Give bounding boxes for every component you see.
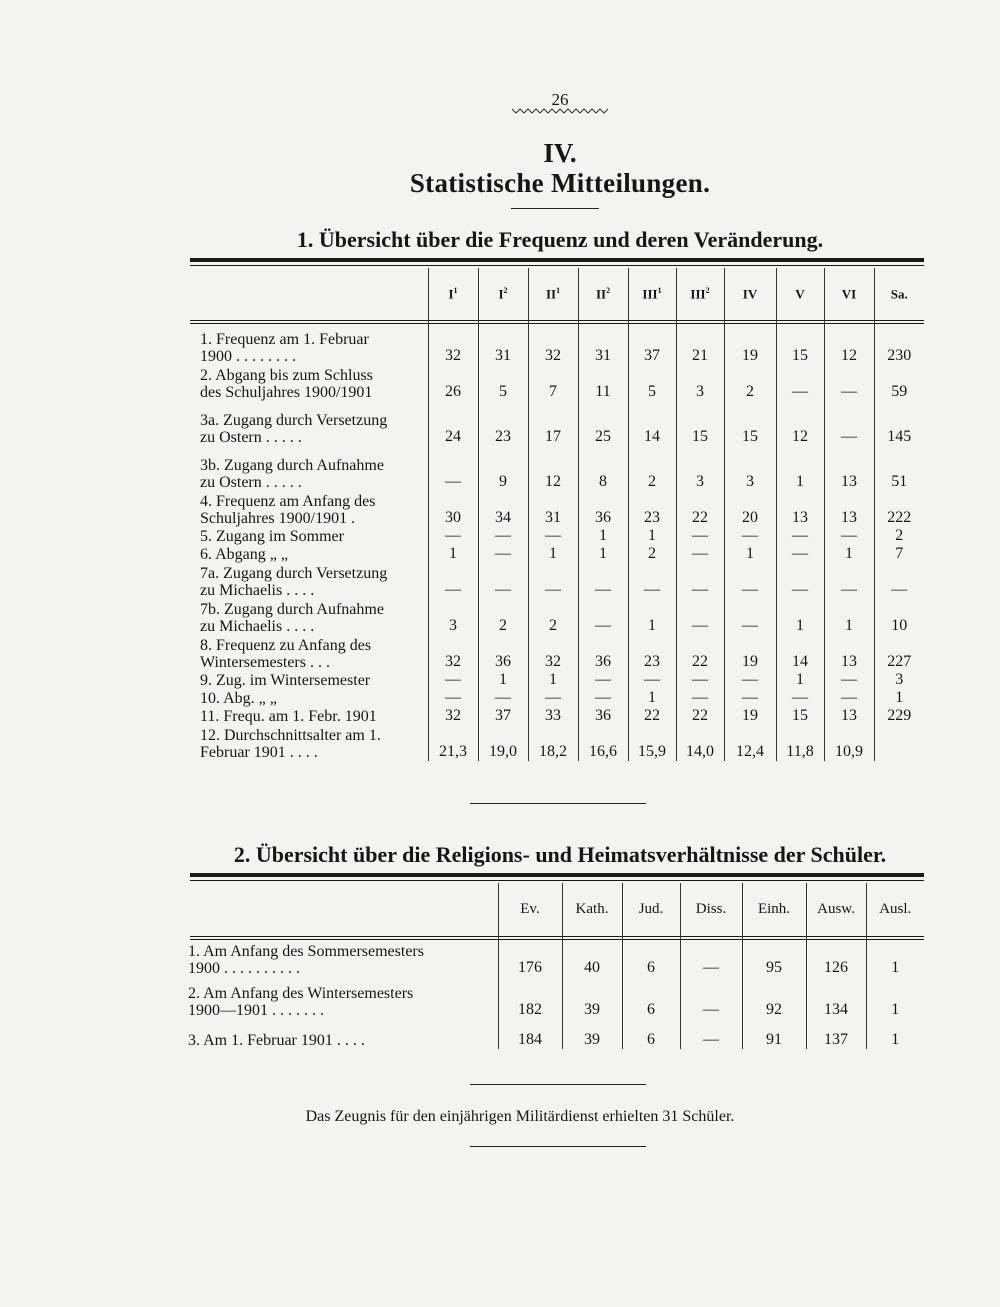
table-cell: 2 bbox=[628, 545, 676, 563]
column-header: Ev. bbox=[498, 883, 562, 935]
table-cell: — bbox=[776, 365, 824, 401]
table-cell: — bbox=[578, 599, 628, 635]
table-cell: 11,8 bbox=[776, 725, 824, 761]
table-cell: 36 bbox=[578, 635, 628, 671]
footnote-text: Das Zeugnis für den einjährigen Militärdienst erhielten 31 Schüler. bbox=[305, 1108, 735, 1125]
row-label: 7a. Zugang durch Versetzung zu Michaelis . . . . bbox=[200, 565, 388, 599]
table-cell: 31 bbox=[478, 320, 528, 365]
page-end-divider bbox=[470, 1146, 646, 1147]
table-cell: 15 bbox=[776, 320, 824, 365]
table-row bbox=[200, 491, 924, 527]
table-cell: 34 bbox=[478, 491, 528, 527]
table-cell: 7 bbox=[528, 365, 578, 401]
row-label: 6. Abgang „ „ bbox=[200, 546, 288, 563]
table-cell: 2 bbox=[724, 365, 776, 401]
row-label: 4. Frequenz am Anfang des Schuljahres 1900/1901 . bbox=[200, 493, 376, 527]
table-row bbox=[200, 635, 924, 671]
column-header: $II^1$ bbox=[528, 268, 578, 320]
table-row bbox=[200, 446, 924, 491]
column-header: Jud. bbox=[622, 883, 680, 935]
table1-corner bbox=[200, 268, 428, 320]
table-cell: — bbox=[428, 563, 478, 599]
table-row bbox=[200, 725, 924, 761]
table-cell: — bbox=[578, 689, 628, 707]
table-cell: 3 bbox=[724, 446, 776, 491]
table-cell: 19,0 bbox=[478, 725, 528, 761]
table-cell: 22 bbox=[676, 491, 724, 527]
table-cell: — bbox=[874, 563, 924, 599]
table-cell: 39 bbox=[562, 977, 622, 1019]
table-cell: 17 bbox=[528, 401, 578, 446]
table-cell: — bbox=[628, 563, 676, 599]
table-cell: 36 bbox=[578, 707, 628, 725]
column-header: Kath. bbox=[562, 883, 622, 935]
table-cell: — bbox=[528, 563, 578, 599]
table2-header-row bbox=[188, 883, 924, 935]
row-label: 1. Frequenz am 1. Februar 1900 . . . . . . . . bbox=[200, 331, 369, 365]
frequency-table bbox=[200, 268, 924, 761]
table-cell: — bbox=[528, 527, 578, 545]
table-cell: 2 bbox=[874, 527, 924, 545]
table-cell: 22 bbox=[676, 707, 724, 725]
table2-top-rule bbox=[190, 873, 924, 877]
table-cell: 51 bbox=[874, 446, 924, 491]
table-cell: 1 bbox=[528, 671, 578, 689]
religion-origin-table bbox=[188, 883, 924, 1049]
table-row bbox=[200, 365, 924, 401]
row-label: 2. Abgang bis zum Schluss des Schuljahres 1900/1901 bbox=[200, 367, 373, 401]
table-cell: 1 bbox=[724, 545, 776, 563]
table-cell: 15 bbox=[724, 401, 776, 446]
table-cell: 1 bbox=[428, 545, 478, 563]
table-cell: 184 bbox=[498, 1019, 562, 1049]
table-cell: — bbox=[776, 527, 824, 545]
table-cell: — bbox=[428, 689, 478, 707]
table-cell: 22 bbox=[628, 707, 676, 725]
table-cell: 5 bbox=[478, 365, 528, 401]
row-label: 8. Frequenz zu Anfang des Wintersemesters . . . bbox=[200, 637, 372, 671]
table-cell: 1 bbox=[478, 671, 528, 689]
table-cell: 1 bbox=[776, 446, 824, 491]
table-cell: 16,6 bbox=[578, 725, 628, 761]
table-cell: — bbox=[824, 563, 874, 599]
section1-heading: 1. Übersicht über die Frequenz und deren Veränderung. bbox=[296, 227, 824, 252]
table-cell: 3 bbox=[874, 671, 924, 689]
table-row bbox=[188, 977, 924, 1019]
table-cell: 36 bbox=[578, 491, 628, 527]
table-cell: 23 bbox=[628, 491, 676, 527]
table-cell: 32 bbox=[528, 320, 578, 365]
table-cell: — bbox=[680, 977, 742, 1019]
table-cell: 15 bbox=[676, 401, 724, 446]
table-cell: 12 bbox=[776, 401, 824, 446]
page-number-ornament bbox=[512, 107, 608, 115]
column-header: $I^2$ bbox=[478, 268, 528, 320]
section2-heading: 2. Übersicht über die Religions- und Heimatsverhältnisse der Schüler. bbox=[233, 842, 887, 867]
table-cell: — bbox=[676, 527, 724, 545]
table-cell: — bbox=[724, 689, 776, 707]
table-cell: 91 bbox=[742, 1019, 806, 1049]
table-cell: — bbox=[478, 689, 528, 707]
column-header: VI bbox=[824, 268, 874, 320]
table-row bbox=[188, 1019, 924, 1049]
table-cell: 31 bbox=[528, 491, 578, 527]
column-header: III$^1$ bbox=[628, 268, 676, 320]
table-cell: 32 bbox=[428, 707, 478, 725]
table-cell: 14 bbox=[776, 635, 824, 671]
table-cell: 22 bbox=[676, 635, 724, 671]
table-cell: 229 bbox=[874, 707, 924, 725]
table-cell: — bbox=[776, 545, 824, 563]
column-header: V bbox=[776, 268, 824, 320]
table-cell: 31 bbox=[578, 320, 628, 365]
table-cell: 145 bbox=[874, 401, 924, 446]
table-row bbox=[200, 401, 924, 446]
column-header: Sa. bbox=[874, 268, 924, 320]
table-cell: 10 bbox=[874, 599, 924, 635]
table-cell: 37 bbox=[628, 320, 676, 365]
table-cell: — bbox=[578, 563, 628, 599]
table-cell: 7 bbox=[874, 545, 924, 563]
table-cell: — bbox=[724, 527, 776, 545]
table-cell: — bbox=[680, 935, 742, 977]
table-cell: 13 bbox=[824, 635, 874, 671]
table-cell: 30 bbox=[428, 491, 478, 527]
table-cell: 1 bbox=[628, 689, 676, 707]
table-cell: 20 bbox=[724, 491, 776, 527]
table-cell: 32 bbox=[528, 635, 578, 671]
chapter-number: IV. bbox=[543, 138, 577, 168]
table-cell: 12 bbox=[528, 446, 578, 491]
table1-top-rule bbox=[190, 258, 924, 262]
table-cell: 23 bbox=[478, 401, 528, 446]
table-cell: — bbox=[676, 689, 724, 707]
table-cell: 39 bbox=[562, 1019, 622, 1049]
table-cell: 14 bbox=[628, 401, 676, 446]
table-cell: 137 bbox=[806, 1019, 866, 1049]
table-cell: — bbox=[428, 671, 478, 689]
table-cell: — bbox=[724, 671, 776, 689]
table-cell: 14,0 bbox=[676, 725, 724, 761]
table-cell: 2 bbox=[628, 446, 676, 491]
table-cell: 32 bbox=[428, 320, 478, 365]
column-header: IV bbox=[724, 268, 776, 320]
table-cell: — bbox=[824, 365, 874, 401]
footnote bbox=[150, 1108, 890, 1126]
table-cell: 1 bbox=[824, 599, 874, 635]
table-cell bbox=[874, 725, 924, 761]
row-label: 1. Am Anfang des Sommersemesters 1900 . . . . . . . . . . bbox=[188, 943, 424, 977]
table-cell: — bbox=[676, 671, 724, 689]
table-cell: 11 bbox=[578, 365, 628, 401]
table-cell: 12,4 bbox=[724, 725, 776, 761]
table-cell: 1 bbox=[866, 935, 924, 977]
table-cell: 1 bbox=[578, 545, 628, 563]
table-cell: — bbox=[428, 527, 478, 545]
table-cell: 1 bbox=[874, 689, 924, 707]
row-label: 9. Zug. im Wintersemester bbox=[200, 672, 371, 689]
column-header: Ausl. bbox=[866, 883, 924, 935]
table-cell: 13 bbox=[824, 446, 874, 491]
table-cell: 227 bbox=[874, 635, 924, 671]
table-row bbox=[200, 707, 924, 725]
table-cell: 21,3 bbox=[428, 725, 478, 761]
table-cell: 134 bbox=[806, 977, 866, 1019]
table-cell: — bbox=[428, 446, 478, 491]
row-label: 10. Abg. „ „ bbox=[200, 690, 277, 707]
table-cell: 18,2 bbox=[528, 725, 578, 761]
table-cell: 10,9 bbox=[824, 725, 874, 761]
title-divider bbox=[511, 208, 599, 209]
table-cell: 1 bbox=[776, 599, 824, 635]
table-cell: 176 bbox=[498, 935, 562, 977]
table-row bbox=[200, 320, 924, 365]
column-header: $II^2$ bbox=[578, 268, 628, 320]
table-cell: 25 bbox=[578, 401, 628, 446]
row-label: 7b. Zugang durch Aufnahme zu Michaelis . . . . bbox=[200, 601, 384, 635]
table-cell: — bbox=[676, 563, 724, 599]
table-cell: 9 bbox=[478, 446, 528, 491]
table-cell: 36 bbox=[478, 635, 528, 671]
page-number: 26 bbox=[551, 90, 569, 109]
row-label: 5. Zugang im Sommer bbox=[200, 528, 344, 545]
table-cell: — bbox=[478, 545, 528, 563]
table-cell: 2 bbox=[478, 599, 528, 635]
table-cell: 32 bbox=[428, 635, 478, 671]
table-cell: 222 bbox=[874, 491, 924, 527]
column-header: $I^1$ bbox=[428, 268, 478, 320]
table-cell: 1 bbox=[628, 599, 676, 635]
table-row bbox=[188, 935, 924, 977]
table-cell: 1 bbox=[628, 527, 676, 545]
table-cell: 1 bbox=[866, 1019, 924, 1049]
table-cell: — bbox=[776, 563, 824, 599]
table-cell: — bbox=[824, 527, 874, 545]
table1-header-row bbox=[200, 268, 924, 320]
table-row bbox=[200, 599, 924, 635]
table-cell: 92 bbox=[742, 977, 806, 1019]
table-row bbox=[200, 527, 924, 545]
table-cell: 26 bbox=[428, 365, 478, 401]
table-cell: — bbox=[578, 671, 628, 689]
table-cell: 12 bbox=[824, 320, 874, 365]
table-cell: 1 bbox=[866, 977, 924, 1019]
table-cell: 21 bbox=[676, 320, 724, 365]
column-header: Diss. bbox=[680, 883, 742, 935]
table-cell: 230 bbox=[874, 320, 924, 365]
table-cell: — bbox=[824, 671, 874, 689]
table-cell: 19 bbox=[724, 320, 776, 365]
table-cell: 1 bbox=[578, 527, 628, 545]
row-label: 12. Durchschnittsalter am 1. Februar 1901 . . . . bbox=[200, 727, 381, 761]
table-cell: — bbox=[724, 599, 776, 635]
table-cell: — bbox=[724, 563, 776, 599]
table-cell: 23 bbox=[628, 635, 676, 671]
column-header: III$^2$ bbox=[676, 268, 724, 320]
table-cell: 1 bbox=[528, 545, 578, 563]
table2-end-divider bbox=[470, 1084, 646, 1085]
table-cell: 13 bbox=[776, 491, 824, 527]
row-label: 3. Am 1. Februar 1901 . . . . bbox=[188, 1032, 365, 1049]
page-title: Statistische Mitteilungen. bbox=[409, 168, 711, 198]
table-cell: 95 bbox=[742, 935, 806, 977]
table-cell: — bbox=[776, 689, 824, 707]
table-cell: 6 bbox=[622, 935, 680, 977]
table-cell: — bbox=[478, 563, 528, 599]
table-cell: 24 bbox=[428, 401, 478, 446]
table-cell: 19 bbox=[724, 635, 776, 671]
table-row bbox=[200, 671, 924, 689]
table-row bbox=[200, 689, 924, 707]
table-cell: 37 bbox=[478, 707, 528, 725]
table-cell: 5 bbox=[628, 365, 676, 401]
column-header: Ausw. bbox=[806, 883, 866, 935]
table-cell: 13 bbox=[824, 491, 874, 527]
row-label: 3a. Zugang durch Versetzung zu Ostern . . . . . bbox=[200, 412, 388, 446]
table-cell: — bbox=[680, 1019, 742, 1049]
column-header: Einh. bbox=[742, 883, 806, 935]
table-cell: 182 bbox=[498, 977, 562, 1019]
table-cell: — bbox=[478, 527, 528, 545]
row-label: 11. Frequ. am 1. Febr. 1901 bbox=[200, 708, 377, 725]
table-cell: 59 bbox=[874, 365, 924, 401]
table-cell: 3 bbox=[428, 599, 478, 635]
table2-corner bbox=[188, 883, 498, 935]
table-cell: — bbox=[528, 689, 578, 707]
table-cell: 33 bbox=[528, 707, 578, 725]
table-cell: 40 bbox=[562, 935, 622, 977]
table-cell: 1 bbox=[824, 545, 874, 563]
table-cell: 15,9 bbox=[628, 725, 676, 761]
table1-top-rule-thin bbox=[190, 265, 924, 266]
table-row bbox=[200, 545, 924, 563]
table-cell: — bbox=[676, 599, 724, 635]
table-cell: 6 bbox=[622, 977, 680, 1019]
table-cell: 6 bbox=[622, 1019, 680, 1049]
table-cell: — bbox=[628, 671, 676, 689]
table2-top-rule-thin bbox=[190, 880, 924, 881]
table-cell: — bbox=[676, 545, 724, 563]
table-cell: 19 bbox=[724, 707, 776, 725]
table-cell: — bbox=[824, 689, 874, 707]
table-cell: 3 bbox=[676, 365, 724, 401]
table-cell: 3 bbox=[676, 446, 724, 491]
table-cell: — bbox=[824, 401, 874, 446]
table-cell: 1 bbox=[776, 671, 824, 689]
table-cell: 13 bbox=[824, 707, 874, 725]
table1-end-divider bbox=[470, 803, 646, 804]
table-row bbox=[200, 563, 924, 599]
table-cell: 2 bbox=[528, 599, 578, 635]
row-label: 2. Am Anfang des Wintersemesters 1900—1901 . . . . . . . bbox=[188, 985, 414, 1019]
row-label: 3b. Zugang durch Aufnahme zu Ostern . . . . . bbox=[200, 457, 384, 491]
table-cell: 8 bbox=[578, 446, 628, 491]
table-cell: 15 bbox=[776, 707, 824, 725]
table-cell: 126 bbox=[806, 935, 866, 977]
